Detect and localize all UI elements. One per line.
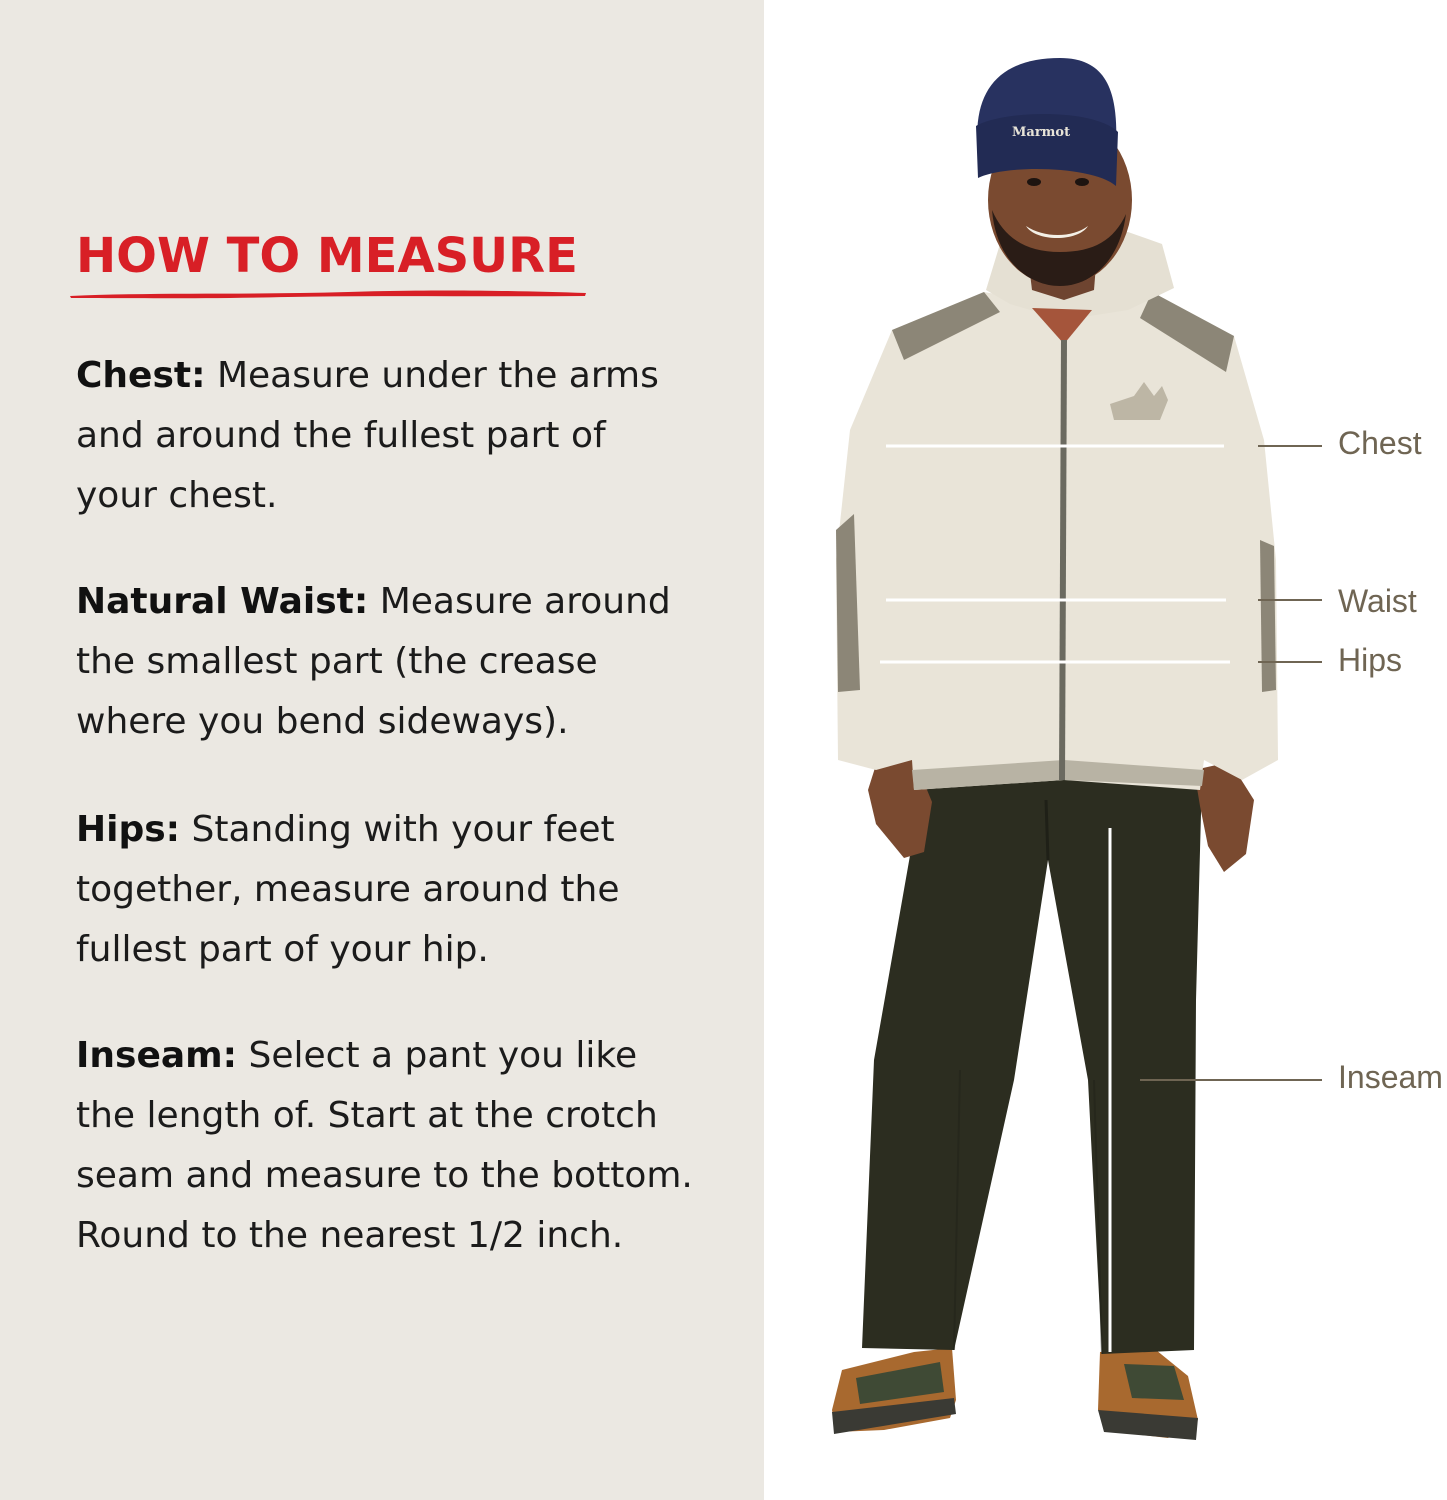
instruction-hips [76, 800, 696, 980]
instruction-term: Chest: [76, 355, 206, 396]
model-figure [764, 0, 1447, 1500]
instruction-text: Standing with your feet together, measure around the fullest part of your hip. [76, 809, 620, 970]
instruction-inseam [76, 1026, 696, 1266]
instruction-chest [76, 346, 696, 526]
beanie-logo: Marmot [1012, 125, 1071, 140]
instruction-text: Measure around the smallest part (the crease where you bend sideways). [76, 581, 671, 742]
instruction-term: Natural Waist: [76, 581, 369, 622]
left-shoe [832, 1348, 956, 1434]
model-panel [764, 0, 1447, 1500]
inseam-label: Inseam [1338, 1059, 1443, 1095]
title-underline [68, 287, 588, 301]
page-title: HOW TO MEASURE [76, 228, 578, 284]
right-shoe [1098, 1350, 1198, 1440]
fleece-jacket [836, 232, 1278, 790]
instruction-term: Hips: [76, 809, 181, 850]
chest-label: Chest [1338, 425, 1422, 461]
waist-label: Waist [1338, 583, 1417, 619]
pants [862, 776, 1202, 1354]
instruction-term: Inseam: [76, 1035, 238, 1076]
instruction-waist [76, 572, 696, 752]
instruction-text: Select a pant you like the length of. Start at the crotch seam and measure to the bottom. Round to the nearest 1/2 inch. [76, 1035, 693, 1256]
instruction-text: Measure under the arms and around the fullest part of your chest. [76, 355, 659, 516]
hips-label: Hips [1338, 642, 1403, 678]
beanie [976, 58, 1118, 186]
